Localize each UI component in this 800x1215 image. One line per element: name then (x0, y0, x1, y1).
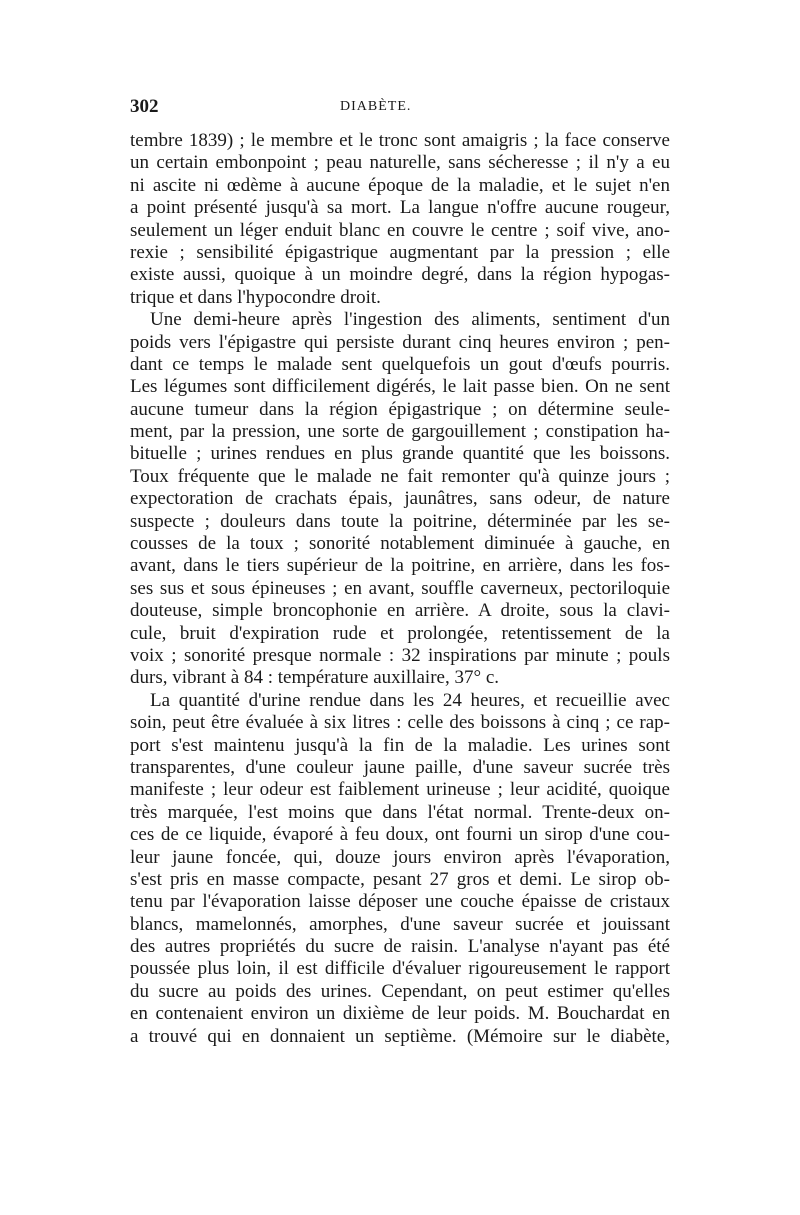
text-line: s'est pris en masse compacte, pesant 27 gros et demi. Le sirop ob- (130, 868, 670, 890)
text-line: avant, dans le tiers supérieur de la poitrine, en arrière, dans les fos- (130, 555, 670, 577)
text-line: suspecte ; douleurs dans toute la poitrine, déterminée par les se- (130, 510, 670, 532)
text-line: a point présenté jusqu'à sa mort. La langue n'offre aucune rougeur, (130, 197, 670, 219)
text-line: cule, bruit d'expiration rude et prolongée, retentissement de la (130, 622, 670, 644)
text-line: ses sus et sous épineuses ; en avant, souffle caverneux, pectoriloquie (130, 577, 670, 599)
text-line: poids vers l'épigastre qui persiste durant cinq heures environ ; pen- (130, 331, 670, 353)
text-line: un certain embonpoint ; peau naturelle, sans sécheresse ; il n'y a eu (130, 152, 670, 174)
text-line: manifeste ; leur odeur est faiblement urineuse ; leur acidité, quoique (130, 779, 670, 801)
text-line: dant ce temps le malade sent quelquefois un gout d'œufs pourris. (130, 353, 670, 375)
page-header (130, 96, 670, 120)
text-line: a trouvé qui en donnaient un septième. (Mémoire sur le diabète, (130, 1025, 670, 1047)
text-line: ces de ce liquide, évaporé à feu doux, ont fourni un sirop d'une cou- (130, 824, 670, 846)
text-line: des autres propriétés du sucre de raisin. L'analyse n'ayant pas été (130, 936, 670, 958)
text-line: ni ascite ni œdème à aucune époque de la maladie, et le sujet n'en (130, 174, 670, 196)
text-line: existe aussi, quoique à un moindre degré, dans la région hypogas- (130, 264, 670, 286)
text-line: port s'est maintenu jusqu'à la fin de la maladie. Les urines sont (130, 734, 670, 756)
text-line: transparentes, d'une couleur jaune paille, d'une saveur sucrée très (130, 756, 670, 778)
text-line: douteuse, simple broncophonie en arrière. A droite, sous la clavi- (130, 600, 670, 622)
text-line: bituelle ; urines rendues en plus grande quantité que les boissons. (130, 443, 670, 465)
text-line: rexie ; sensibilité épigastrique augmentant par la pression ; elle (130, 241, 670, 263)
text-line: Toux fréquente que le malade ne fait remonter qu'à quinze jours ; (130, 465, 670, 487)
text-line: seulement un léger enduit blanc en couvre le centre ; soif vive, ano- (130, 219, 670, 241)
text-line: expectoration de crachats épais, jaunâtres, sans odeur, de nature (130, 488, 670, 510)
text-line: ment, par la pression, une sorte de gargouillement ; constipation ha- (130, 421, 670, 443)
text-line: aucune tumeur dans la région épigastrique ; on détermine seule- (130, 398, 670, 420)
text-line: poussée plus loin, il est difficile d'évaluer rigoureusement le rapport (130, 958, 670, 980)
text-line: La quantité d'urine rendue dans les 24 heures, et recueillie avec (150, 689, 670, 711)
text-line: trique et dans l'hypocondre droit. (130, 286, 381, 308)
text-line: en contenaient environ un dixième de leur poids. M. Bouchardat en (130, 1003, 670, 1025)
body-text (130, 130, 670, 1048)
text-line: Les légumes sont difficilement digérés, le lait passe bien. On ne sent (130, 376, 670, 398)
text-line: Une demi-heure après l'ingestion des aliments, sentiment d'un (150, 309, 670, 331)
text-line: tembre 1839) ; le membre et le tronc sont amaigris ; la face conserve (130, 130, 670, 151)
text-line: très marquée, l'est moins que dans l'état normal. Trente-deux on- (130, 801, 670, 823)
text-line: soin, peut être évaluée à six litres : celle des boissons à cinq ; ce rap- (130, 712, 670, 734)
text-line: cousses de la toux ; sonorité notablement diminuée à gauche, en (130, 533, 670, 555)
page-number: 302 (130, 96, 159, 117)
running-title: DIABÈTE. (340, 99, 412, 114)
text-line: tenu par l'évaporation laisse déposer une couche épaisse de cristaux (130, 891, 670, 913)
text-line: blancs, mamelonnés, amorphes, d'une saveur sucrée et jouissant (130, 913, 670, 935)
text-line: du sucre au poids des urines. Cependant, on peut estimer qu'elles (130, 980, 670, 1002)
text-line: durs, vibrant à 84 : température auxillaire, 37° c. (130, 667, 499, 689)
text-line: voix ; sonorité presque normale : 32 inspirations par minute ; pouls (130, 644, 670, 666)
text-line: leur jaune foncée, qui, douze jours environ après l'évaporation, (130, 846, 670, 868)
